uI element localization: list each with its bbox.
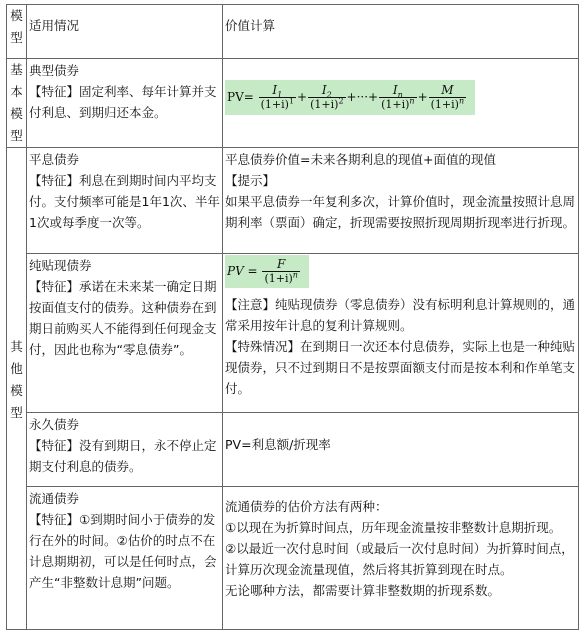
formula-term-1: $\frac{I_1}{(1+i)^1}$ (260, 83, 295, 111)
row-typical-bond (7, 59, 579, 148)
row-zero-coupon-bond (7, 254, 579, 413)
outstanding-bond-value-cell (223, 487, 579, 630)
zero-formula-lhs: PV = (227, 264, 258, 278)
zero-bond-formula (225, 255, 309, 288)
perpetual-bond-formula: PV=利息额/折现率 (225, 437, 331, 452)
outstanding-bond-method-2: ②以最近一次付息时间（或最后一次付息时间）为折算时间点，计算历次现金流量现值，然后将其折算到现在时点。 (225, 541, 574, 577)
level-bond-cell (27, 148, 223, 254)
zero-bond-feature: 【特征】承诺在未来某一确定日期按面值支付的债券。这种债券在到期日前购买人不能得到任何现金支付，因此也称为“零息债券”。 (29, 279, 217, 357)
row-level-coupon-bond (7, 148, 579, 254)
outstanding-bond-feature: 【特征】①到期时间小于债券的发行在外的时间。②估价的时点不在计息期期初，可以是任何时点，会产生“非整数计息期”问题。 (29, 512, 217, 590)
level-bond-tip: 如果平息债券一年复利多次，计算价值时，现金流量按照计息周期利率（票面）确定，折现需要按照折现周期折现率进行折现。 (225, 194, 576, 230)
formula-op-2: +···+ (346, 90, 379, 104)
perpetual-bond-title: 永久债券 (29, 417, 80, 432)
zero-bond-value-cell (223, 254, 579, 413)
row-outstanding-bond (7, 487, 579, 630)
header-valuation: 价值计算 (223, 5, 579, 59)
typical-bond-cell (27, 59, 223, 148)
formula-term-2: $\frac{I_2}{(1+i)^2}$ (310, 83, 344, 111)
perpetual-bond-cell (27, 413, 223, 487)
formula-lhs: PV= (227, 90, 254, 104)
formula-op-3: + (417, 90, 428, 104)
zero-bond-cell (27, 254, 223, 413)
typical-bond-feature: 【特征】固定利率、每年计算并支付利息、到期归还本金。 (29, 84, 217, 120)
zero-bond-note: 【注意】纯贴现债券（零息债券）没有标明利息计算规则的，通常采用按年计息的复利计算规则。 (225, 297, 576, 333)
outstanding-bond-title: 流通债券 (29, 491, 80, 506)
header-applicable: 适用情况 (27, 5, 223, 59)
perpetual-bond-value-cell (223, 413, 579, 487)
formula-op-1: + (297, 90, 308, 104)
zero-bond-special-case: 【特殊情况】在到期日一次还本付息债券，实际上也是一种纯贴现债券，只不过到期日不是按票面额支付而是按本利和作单笔支付。 (225, 339, 576, 396)
level-bond-value: 平息债券价值=未来各期利息的现值+面值的现值 (225, 152, 496, 167)
header-row (7, 5, 579, 59)
bond-valuation-table (6, 4, 579, 630)
level-bond-tip-label: 【提示】 (225, 173, 276, 188)
level-bond-value-cell (223, 148, 579, 254)
typical-bond-formula-cell (223, 59, 579, 148)
category-other-models: 其他模型 (7, 148, 27, 630)
typical-bond-formula (225, 80, 475, 115)
row-perpetual-bond (7, 413, 579, 487)
formula-term-4: $\frac{M}{(1+i)^n}$ (430, 83, 465, 111)
formula-term-3: $\frac{I_n}{(1+i)^n}$ (381, 83, 415, 111)
perpetual-bond-feature: 【特征】没有到期日，永不停止定期支付利息的债券。 (29, 438, 217, 474)
typical-bond-title: 典型债券 (29, 63, 80, 78)
outstanding-bond-intro: 流通债券的估价方法有两种： (225, 499, 388, 514)
outstanding-bond-method-1: ①以现在为折算时间点，历年现金流量按非整数计息期折现。 (225, 520, 562, 535)
outstanding-bond-conclusion: 无论哪种方法，都需要计算非整数期的折现系数。 (225, 583, 501, 598)
level-bond-feature: 【特征】利息在到期时间内平均支付。支付频率可能是1年1次、半年1次或每季度一次等。 (29, 173, 220, 230)
zero-bond-title: 纯贴现债券 (29, 258, 92, 273)
zero-formula-fraction: $\frac{F}{(1+i)^n}$ (264, 257, 298, 285)
outstanding-bond-cell (27, 487, 223, 630)
category-basic-model: 基本模型 (7, 59, 27, 148)
level-bond-title: 平息债券 (29, 152, 80, 167)
header-model: 模型 (7, 5, 27, 59)
